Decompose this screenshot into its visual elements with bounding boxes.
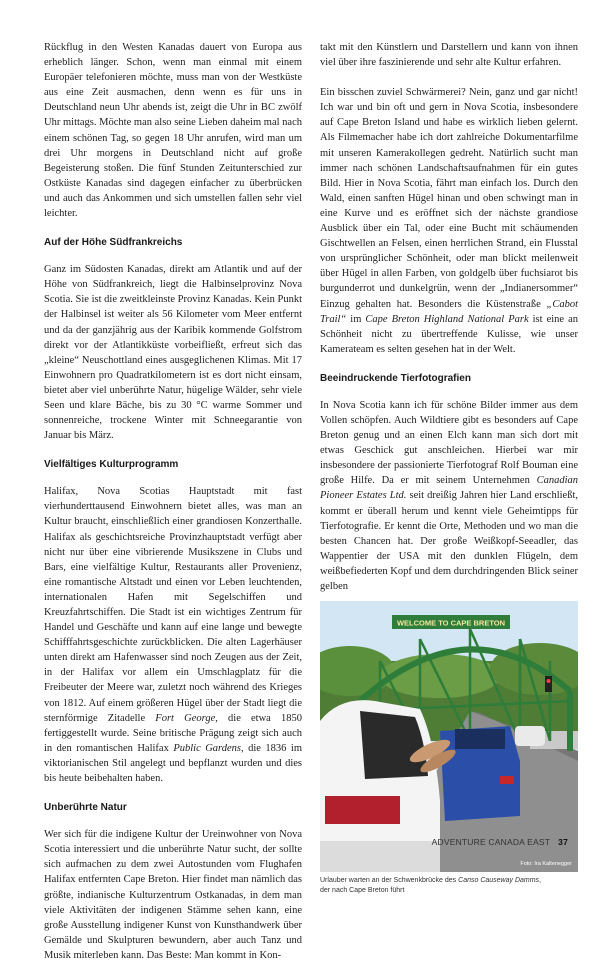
public-gardens-italic: Public Gardens [173,742,241,754]
national-park-italic: Cape Breton Highland National Park [365,313,529,325]
caption-text: der nach Cape Breton führt [320,886,405,894]
heading-suedfrankreich: Auf der Höhe Südfrankreichs [44,237,183,249]
photo-caption [320,876,578,895]
heading-tierfotografien: Beeindruckende Tierfotografien [320,372,471,384]
page-number: 37 [558,837,568,847]
page-footer [432,837,568,847]
bridge-sign-text: WELCOME TO CAPE BRETON [396,618,506,628]
bridge-photo-illustration [320,601,578,872]
text-span: , die etwa 1850 fertiggestellt wurde. Seine britische Prägung zeigt sich auch in den romantischen Halifax [44,712,302,754]
intro-paragraph: Rückflug in den Westen Kanadas dauert von Europa aus erheblich länger. Schon, wenn man einmal mit einem Europäer telefonieren möchte, muss man von der Westküste aus eine Zeit ausmachen, denn wenn es für uns in Deutschland neun Uhr abends ist, zeigt die Uhr in BC zwölf Uhr mittags. Möchte man also seine Lieben daheim mal nach einem schönen Tag, so gegen 18 Uhr anrufen, wird man um drei Uhr morgens in Deutschland nicht auf große Begeisterung stoßen. Die fünf Stunden Zeitunterschied zur Ostküste Kanadas sind dagegen einfacher zu überbrücken und auch das Ankommen und sich umstellen fallen sehr viel leichter. [44,42,302,220]
text-span: , die 1836 im viktorianischen Stil angelegt und bepflanzt wurden und dies bis heute beibehalten haben. [44,742,302,785]
photo-credit: Foto: Ira Kaltenegger [520,861,572,868]
text-span: In Nova Scotia kann ich für schöne Bilder immer aus dem Vollen schöpfen. Auch Wildtiere gibt es besonders auf Cape Breton genug und an einen Elch kann man sich dort mit etwas Geschick gut anschleichen. Hierbei war mir insbesondere der passionierte Tierfotograf Rolf Bouman eine große Hilfe. Da er mit seinem Unternehmen [320,399,578,487]
heading-natur: Unberührte Natur [44,802,127,814]
fort-george-italic: Fort George [155,712,216,724]
left-column [44,40,302,978]
paragraph-suedfrankreich: Ganz im Südosten Kanadas, direkt am Atlantik und auf der Höhe von Südfrankreich, liegt die Halbinselprovinz Nova Scotia. Sie ist die zweitkleinste Provinz Kanadas. Kein Punkt der Halbinsel ist weiter als 56 Kilometer vom Meer entfernt und da der ganzjährig aus der Karibik kommende Golfstrom direkt vor der Atlantikküste vorbeifließt, erfreut sich das „kleine“ Neuschottland eines ausgeglichenen Klimas. Mit 17 Einwohnern pro Quadratkilometern ist es dort nicht einsam, bietet aber viel unberührte Natur, hügelige Wälder, sehr viele Seen und klare Bäche, bis zu 30 °C warme Sommer und sonnenreiche, trockene Winter mit Schneegarantie von Januar bis März. [44,264,302,442]
bridge-photo [320,601,578,872]
text-span: seit dreißig Jahren hier Land erschließt, kommt er überall herum und kennt viele Geheimtipps für Tierfotografie. Er kennt die Orte, Methoden und wo man die besten Chancen hat. Der große Weißkopf-Seeadler, das Wappentier der USA mit den dunklen Flügeln, dem weißbefiederten Kopf und dem durchdringenden Blick seiner gelben [320,490,578,592]
text-span: ist eine an Schönheit nicht zu übertreffende Kulisse, wie unser Kamerateam es selten gesehen hat in der Welt. [320,313,578,355]
paragraph-natur: Wer sich für die indigene Kultur der Ureinwohner von Nova Scotia interessiert und die unberührte Natur sucht, der sollte sich aufmachen zu dem zwei Autostunden vom Flughafen Halifax entfernten Cape Breton. Hier findet man nämlich das größte, indianische Kulturzentrum Ostkanadas, in dem man viele Aktivitäten der indigenen Stämme sehen kann, eine große Ausstellung indigener Kunst von Kunsthandwerk über Gemälde und Skulpturen bewundern, aber auch Tanz und Musik miterleben kann. Das Beste: Man kommt in Kon- [44,829,302,961]
cabot-trail-italic: „Cabot Trail“ [320,298,578,325]
company-name-italic: Canadian Pioneer Estates Ltd. [320,475,578,502]
paragraph-schwaermerei [320,85,578,357]
text-span: im [346,313,366,325]
caption-italic: Canso Causeway Damms [458,877,540,885]
text-span: Ein bisschen zuviel Schwärmerei? Nein, ganz und gar nicht! Ich war und bin oft und gern in Nova Scotia, insbesondere auf Cape Breton Island und habe es wirklich lieben gelernt. Als Filmemacher habe ich dort zahlreiche Dokumentarfilme mit unseren Kamerakollegen gedreht. Natürlich sucht man immer nach schönen Landschaftsaufnahmen für ein gutes Bild. Hier in Nova Scotia, fährt man einfach los. Durch den Wald, einen sanften Hügel hinan und oben schwingt man in eine Kurve und es eröffnet sich der nächste grandiose Ausblick über ein Tal, oder eine Bucht mit schäumenden Gischtwellen an Felsen, einen herrlichen Strand, ein Flusstal von ursprünglicher Schönheit, oder man blickt meilenweit über Hügel in allen Farben, von goldgelb über fuchsiarot bis burgunderrot und dunkelgrün, wenn der „Indianersommer“ Einzug gehalten hat. Besonders die Küstenstraße [320,87,578,310]
caption-text: , [539,877,542,885]
magazine-title: ADVENTURE CANADA EAST [431,837,551,847]
paragraph-tierfotografien [320,398,578,594]
paragraph-kulturprogramm [44,484,302,786]
caption-text: Urlauber warten an der Schwenkbrücke des [320,877,459,885]
heading-kulturprogramm: Vielfältiges Kulturprogramm [44,459,179,471]
continuation-paragraph: takt mit den Künstlern und Darstellern und kann von ihnen viel über ihre faszinierende und sehr alte Kultur erfahren. [320,42,578,69]
right-column [320,40,578,895]
text-span: Halifax, Nova Scotias Hauptstadt mit fast vierhunderttausend Einwohnern bietet alles, was man an Kultur braucht, einschließlich einer grandiosen Konzerthalle. Halifax als geschichtsreiche Provinzhauptstadt verfügt aber nicht nur über eine vibrierende Musikszene in Clubs und Bars, eine vielfältige Kultur, Restaurants aller Provenienz, eine romantische Altstadt und einen vor Leben leuchtenden, internationalen Hafen mit Segelschiffen und Kreuzfahrtschiffen. Die Stadt ist ein wichtiges Zentrum für Handel und Geschäfte und kann auf eine lange und bewegte Schifffahrtsgeschichte zurückblicken. Die alten Lagerhäuser unten direkt am Hafenwasser sind noch Zeugen aus der Zeit, in der Halifax vor allem ein Umschlagplatz für die Freibeuter der Meere war, zuletzt noch während des Krieges von 1812. Auf einem größeren Hügel über der Stadt liegt die sternförmige Zitadelle [44,486,302,724]
